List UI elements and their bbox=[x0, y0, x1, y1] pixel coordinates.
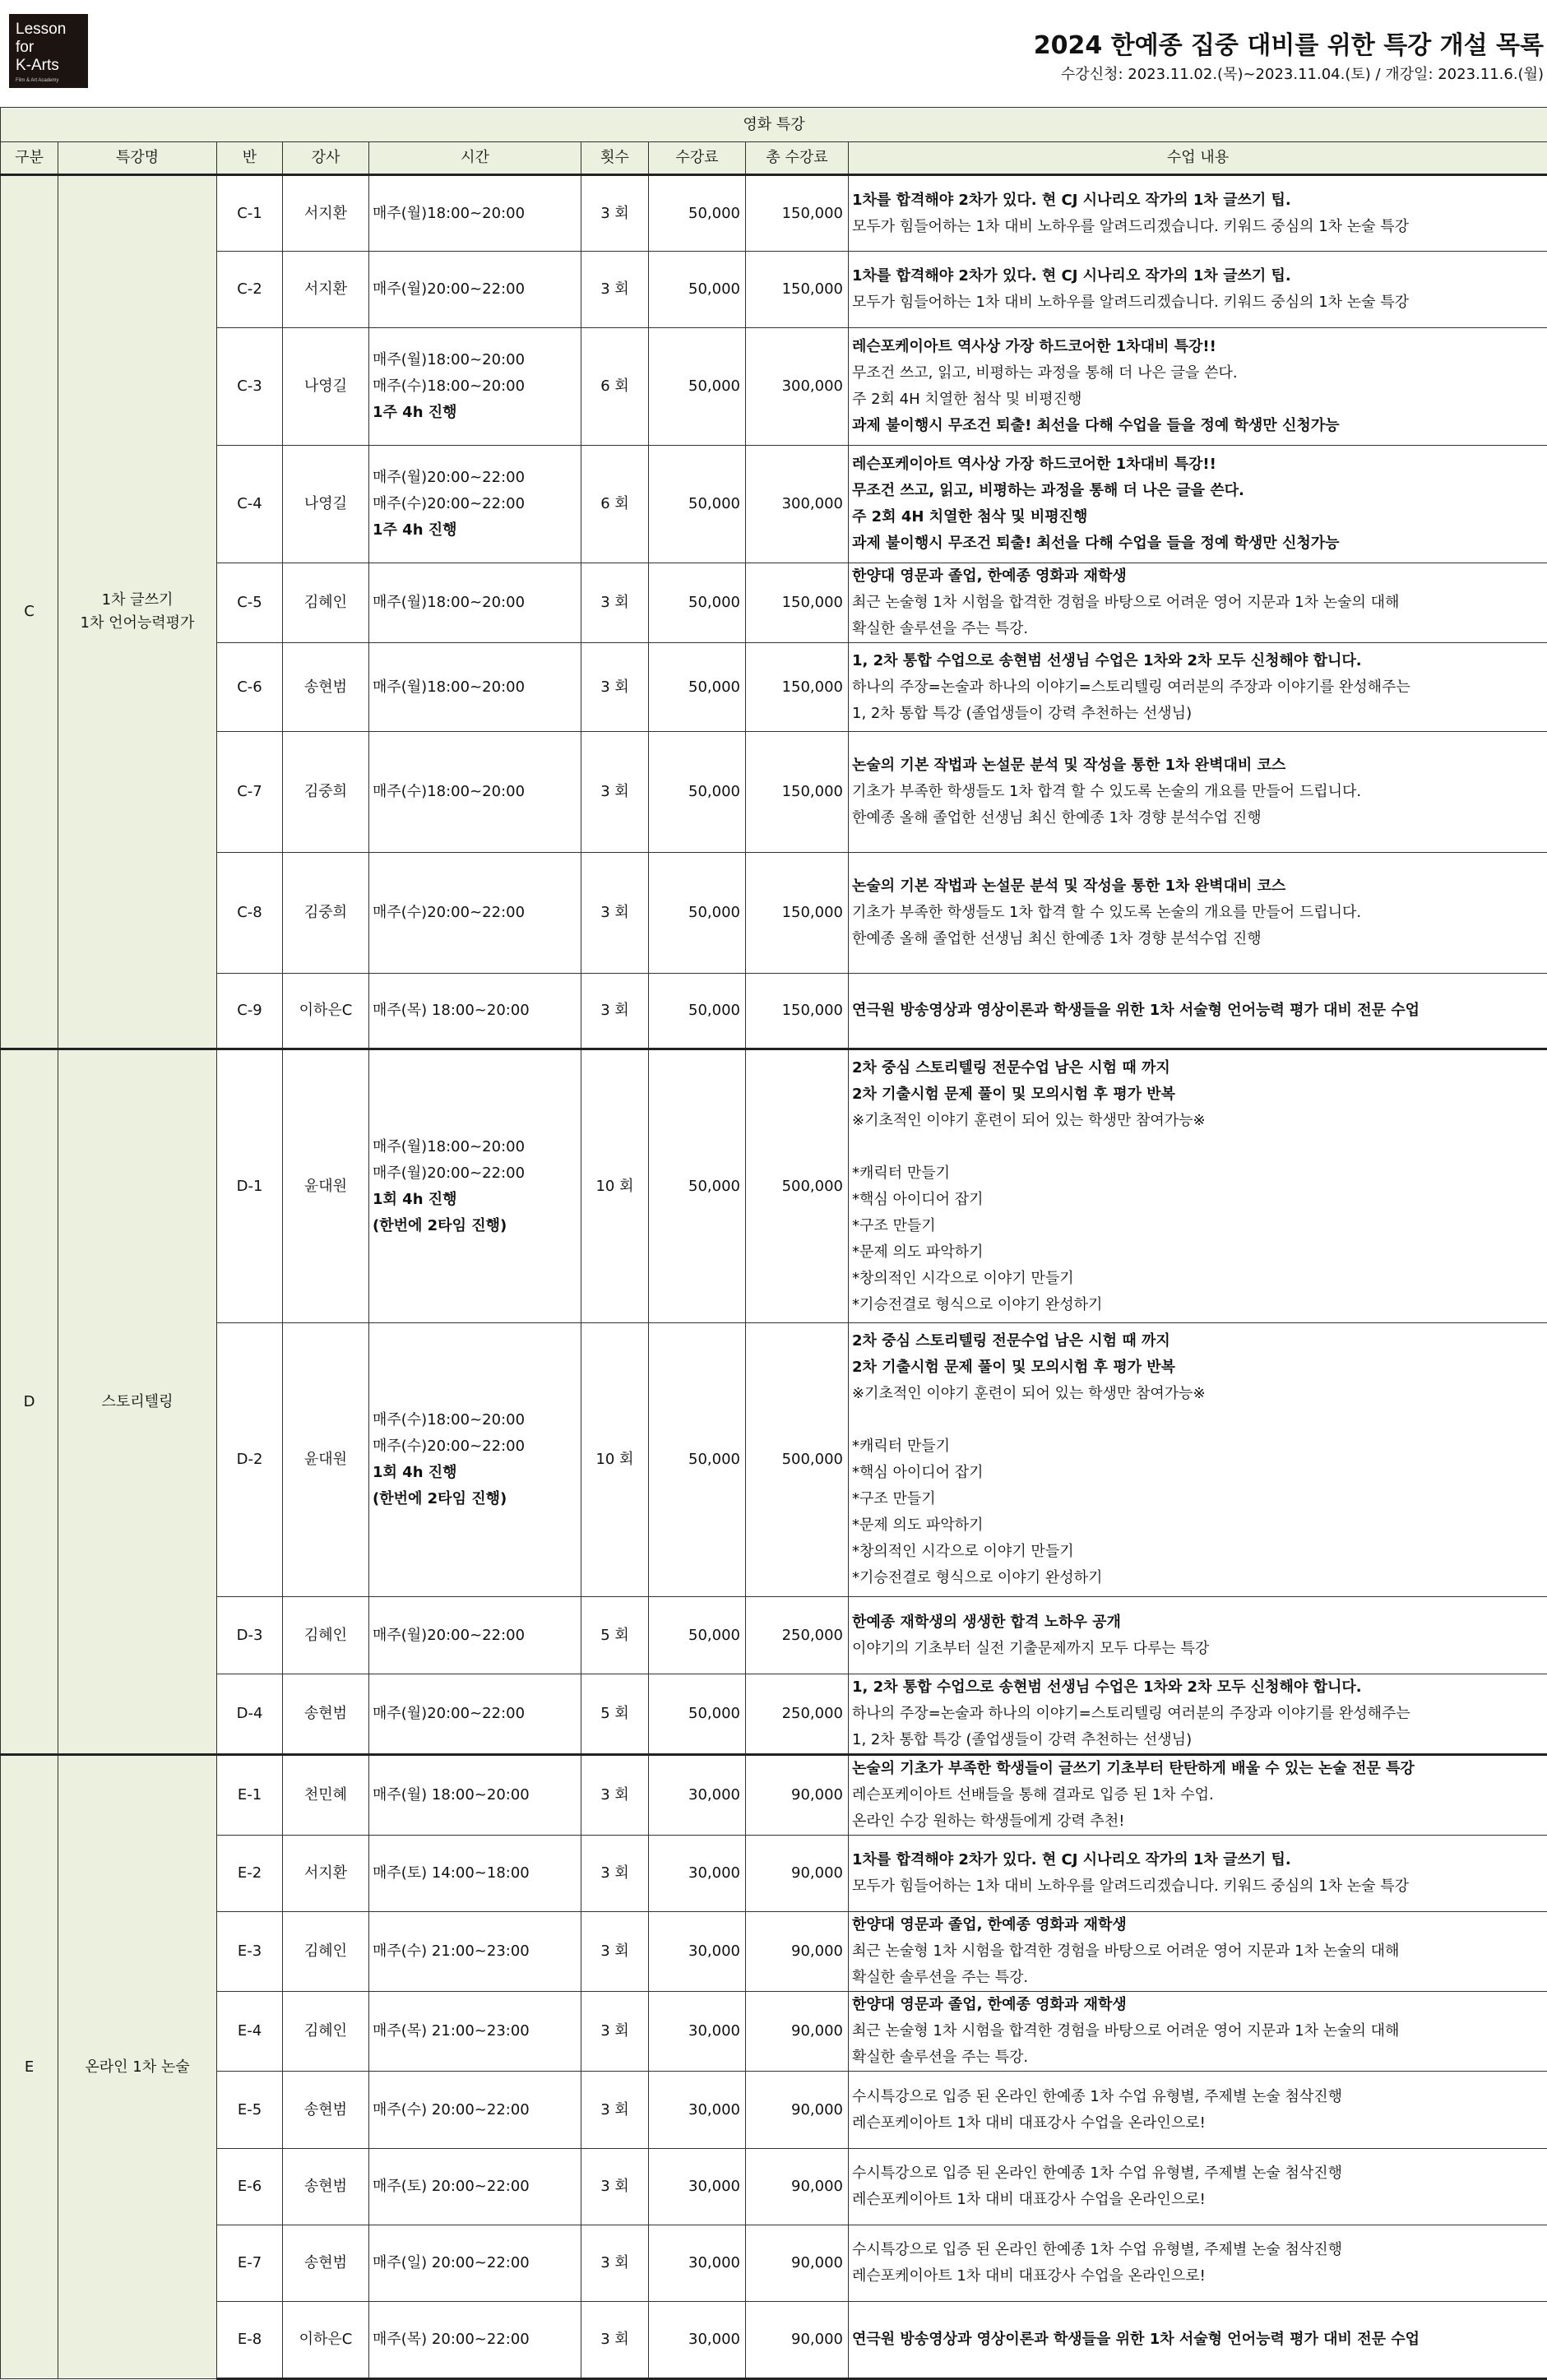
text-line: 한예종 재학생의 생생한 합격 노하우 공개 bbox=[852, 1609, 1545, 1636]
fee: 50,000 bbox=[649, 1597, 746, 1674]
text-line: 한예종 올해 졸업한 선생님 최신 한예종 1차 경향 분석수업 진행 bbox=[852, 926, 1545, 952]
schedule bbox=[369, 2225, 581, 2302]
table-row bbox=[1, 2225, 1547, 2302]
teacher-name: 김혜인 bbox=[283, 1912, 369, 1992]
text-line: 확실한 솔루션을 주는 특강. bbox=[852, 2044, 1545, 2071]
teacher-name: 송현범 bbox=[283, 2072, 369, 2149]
session-count: 5 회 bbox=[581, 1597, 649, 1674]
class-code: D-1 bbox=[217, 1049, 283, 1323]
schedule bbox=[369, 2149, 581, 2225]
fee: 30,000 bbox=[649, 2225, 746, 2302]
class-code: C-2 bbox=[217, 252, 283, 328]
text-line: 모두가 힘들어하는 1차 대비 노하우를 알려드리겠습니다. 키워드 중심의 1차 논술 특강 bbox=[852, 214, 1545, 240]
class-code: C-1 bbox=[217, 175, 283, 252]
text-line: 1회 4h 진행 bbox=[373, 1460, 581, 1486]
table-row bbox=[1, 328, 1547, 446]
class-code: C-8 bbox=[217, 853, 283, 974]
text-line: 레슨포케이아트 역사상 가장 하드코어한 1차대비 특강!! bbox=[852, 334, 1545, 360]
total-fee: 300,000 bbox=[746, 328, 849, 446]
column-header: 시간 bbox=[369, 142, 581, 175]
class-description bbox=[849, 732, 1547, 853]
fee: 30,000 bbox=[649, 2302, 746, 2379]
session-count: 3 회 bbox=[581, 2225, 649, 2302]
class-code: D-3 bbox=[217, 1597, 283, 1674]
schedule bbox=[369, 252, 581, 328]
text-line: 매주(수)18:00~20:00 bbox=[373, 373, 581, 400]
text-line: 매주(월)20:00~22:00 bbox=[373, 1160, 581, 1187]
text-line: 무조건 쓰고, 읽고, 비평하는 과정을 통해 더 나은 글을 쓴다. bbox=[852, 478, 1545, 504]
text-line bbox=[852, 1407, 1545, 1433]
text-line: 매주(월)20:00~22:00 bbox=[373, 276, 581, 303]
teacher-name: 서지환 bbox=[283, 1836, 369, 1912]
table-row bbox=[1, 2302, 1547, 2379]
text-line: 매주(수) 20:00~22:00 bbox=[373, 2097, 581, 2123]
fee: 50,000 bbox=[649, 974, 746, 1049]
table-row bbox=[1, 1323, 1547, 1597]
class-code: E-5 bbox=[217, 2072, 283, 2149]
table-row bbox=[1, 1912, 1547, 1992]
table-row bbox=[1, 2072, 1547, 2149]
text-line: 1차를 합격해야 2차가 있다. 현 CJ 시나리오 작가의 1차 글쓰기 팁. bbox=[852, 263, 1545, 289]
text-line: *문제 의도 파악하기 bbox=[852, 1512, 1545, 1539]
table-row bbox=[1, 1992, 1547, 2072]
total-fee: 500,000 bbox=[746, 1323, 849, 1597]
text-line: *캐릭터 만들기 bbox=[852, 1160, 1545, 1187]
fee: 50,000 bbox=[649, 328, 746, 446]
text-line: 모두가 힘들어하는 1차 대비 노하우를 알려드리겠습니다. 키워드 중심의 1차 논술 특강 bbox=[852, 1873, 1545, 1900]
teacher-name: 윤대원 bbox=[283, 1049, 369, 1323]
text-line: 수시특강으로 입증 된 온라인 한예종 1차 수업 유형별, 주제별 논술 첨삭진행 bbox=[852, 2237, 1545, 2263]
schedule bbox=[369, 974, 581, 1049]
course-table-body bbox=[1, 175, 1547, 2379]
fee: 30,000 bbox=[649, 1992, 746, 2072]
text-line: 연극원 방송영상과 영상이론과 학생들을 위한 1차 서술형 언어능력 평가 대비 전문 수업 bbox=[852, 2327, 1545, 2353]
text-line: 주 2회 4H 치열한 첨삭 및 비평진행 bbox=[852, 504, 1545, 530]
column-header: 강사 bbox=[283, 142, 369, 175]
teacher-name: 송현범 bbox=[283, 2225, 369, 2302]
table-row bbox=[1, 1049, 1547, 1323]
session-count: 3 회 bbox=[581, 1992, 649, 2072]
schedule bbox=[369, 175, 581, 252]
total-fee: 90,000 bbox=[746, 1912, 849, 1992]
course-name-line: 온라인 1차 논술 bbox=[58, 2056, 216, 2079]
table-row bbox=[1, 175, 1547, 252]
class-code: C-7 bbox=[217, 732, 283, 853]
fee: 50,000 bbox=[649, 1323, 746, 1597]
class-description bbox=[849, 1674, 1547, 1755]
text-line: 매주(목) 18:00~20:00 bbox=[373, 998, 581, 1024]
class-description bbox=[849, 2225, 1547, 2302]
class-code: E-8 bbox=[217, 2302, 283, 2379]
text-line: (한번에 2타임 진행) bbox=[373, 1486, 581, 1512]
text-line: 1주 4h 진행 bbox=[373, 517, 581, 544]
document-header bbox=[0, 0, 1547, 105]
schedule bbox=[369, 563, 581, 643]
column-header: 수업 내용 bbox=[849, 142, 1547, 175]
session-count: 3 회 bbox=[581, 974, 649, 1049]
teacher-name: 천민혜 bbox=[283, 1755, 369, 1836]
total-fee: 250,000 bbox=[746, 1597, 849, 1674]
class-description bbox=[849, 446, 1547, 563]
course-table bbox=[0, 107, 1547, 2380]
fee: 30,000 bbox=[649, 2072, 746, 2149]
class-description bbox=[849, 1912, 1547, 1992]
total-fee: 90,000 bbox=[746, 2302, 849, 2379]
teacher-name: 이하은C bbox=[283, 2302, 369, 2379]
session-count: 3 회 bbox=[581, 732, 649, 853]
text-line: 매주(월)18:00~20:00 bbox=[373, 347, 581, 373]
schedule bbox=[369, 853, 581, 974]
session-count: 3 회 bbox=[581, 643, 649, 732]
schedule bbox=[369, 643, 581, 732]
schedule bbox=[369, 1597, 581, 1674]
logo-line: for bbox=[16, 39, 81, 57]
teacher-name: 서지환 bbox=[283, 252, 369, 328]
text-line: ※기초적인 이야기 훈련이 되어 있는 학생만 참여가능※ bbox=[852, 1108, 1545, 1134]
teacher-name: 서지환 bbox=[283, 175, 369, 252]
class-code: C-5 bbox=[217, 563, 283, 643]
text-line bbox=[852, 1134, 1545, 1160]
text-line: 1주 4h 진행 bbox=[373, 400, 581, 426]
teacher-name: 이하은C bbox=[283, 974, 369, 1049]
text-line: 논술의 기본 작법과 논설문 분석 및 작성을 통한 1차 완벽대비 코스 bbox=[852, 873, 1545, 900]
text-line: *창의적인 시각으로 이야기 만들기 bbox=[852, 1266, 1545, 1292]
text-line: 매주(수) 21:00~23:00 bbox=[373, 1938, 581, 1965]
text-line: *구조 만들기 bbox=[852, 1213, 1545, 1239]
text-line: 1, 2차 통합 수업으로 송현범 선생님 수업은 1차와 2차 모두 신청해야 합니다. bbox=[852, 1674, 1545, 1701]
text-line: 매주(토) 14:00~18:00 bbox=[373, 1860, 581, 1887]
table-row bbox=[1, 1836, 1547, 1912]
class-description bbox=[849, 1323, 1547, 1597]
schedule bbox=[369, 732, 581, 853]
schedule bbox=[369, 328, 581, 446]
text-line: ※기초적인 이야기 훈련이 되어 있는 학생만 참여가능※ bbox=[852, 1381, 1545, 1407]
class-description bbox=[849, 1992, 1547, 2072]
teacher-name: 김혜인 bbox=[283, 1597, 369, 1674]
teacher-name: 김혜인 bbox=[283, 563, 369, 643]
class-description bbox=[849, 974, 1547, 1049]
text-line: 2차 중심 스토리텔링 전문수업 남은 시험 때 까지 bbox=[852, 1328, 1545, 1354]
text-line: 매주(월)20:00~22:00 bbox=[373, 465, 581, 491]
class-description bbox=[849, 2072, 1547, 2149]
session-count: 3 회 bbox=[581, 853, 649, 974]
class-description bbox=[849, 643, 1547, 732]
class-code: D-2 bbox=[217, 1323, 283, 1597]
text-line: 레슨포케이아트 1차 대비 대표강사 수업을 온라인으로! bbox=[852, 2187, 1545, 2213]
text-line: 논술의 기본 작법과 논설문 분석 및 작성을 통한 1차 완벽대비 코스 bbox=[852, 752, 1545, 779]
column-header: 수강료 bbox=[649, 142, 746, 175]
fee: 30,000 bbox=[649, 1755, 746, 1836]
total-fee: 90,000 bbox=[746, 2225, 849, 2302]
text-line: 레슨포케이아트 역사상 가장 하드코어한 1차대비 특강!! bbox=[852, 451, 1545, 478]
text-line: 매주(수)20:00~22:00 bbox=[373, 900, 581, 926]
text-line: *구조 만들기 bbox=[852, 1486, 1545, 1512]
session-count: 3 회 bbox=[581, 563, 649, 643]
course-name bbox=[58, 175, 217, 1049]
text-line: 매주(수)18:00~20:00 bbox=[373, 1407, 581, 1433]
text-line: 주 2회 4H 치열한 첨삭 및 비평진행 bbox=[852, 387, 1545, 413]
text-line: 1차를 합격해야 2차가 있다. 현 CJ 시나리오 작가의 1차 글쓰기 팁. bbox=[852, 188, 1545, 214]
text-line: 한예종 올해 졸업한 선생님 최신 한예종 1차 경향 분석수업 진행 bbox=[852, 805, 1545, 831]
document-title: 2024 한예종 집중 대비를 위한 특강 개설 목록 bbox=[1034, 25, 1544, 61]
schedule bbox=[369, 2302, 581, 2379]
table-row bbox=[1, 252, 1547, 328]
text-line: 매주(월) 18:00~20:00 bbox=[373, 1782, 581, 1808]
class-description bbox=[849, 2149, 1547, 2225]
total-fee: 250,000 bbox=[746, 1674, 849, 1755]
text-line: 확실한 솔루션을 주는 특강. bbox=[852, 616, 1545, 642]
class-description bbox=[849, 2302, 1547, 2379]
course-name-line: 1차 글쓰기 bbox=[58, 589, 216, 612]
table-row bbox=[1, 1597, 1547, 1674]
teacher-name: 김혜인 bbox=[283, 1992, 369, 2072]
schedule bbox=[369, 1912, 581, 1992]
section-code: E bbox=[1, 1755, 58, 2379]
text-line: *문제 의도 파악하기 bbox=[852, 1239, 1545, 1266]
total-fee: 150,000 bbox=[746, 643, 849, 732]
session-count: 3 회 bbox=[581, 2149, 649, 2225]
text-line: 온라인 수강 원하는 학생들에게 강력 추천! bbox=[852, 1808, 1545, 1835]
schedule bbox=[369, 446, 581, 563]
column-header: 구분 bbox=[1, 142, 58, 175]
text-line: 1, 2차 통합 특강 (졸업생들이 강력 추천하는 선생님) bbox=[852, 1727, 1545, 1753]
teacher-name: 송현범 bbox=[283, 2149, 369, 2225]
text-line: 무조건 쓰고, 읽고, 비평하는 과정을 통해 더 나은 글을 쓴다. bbox=[852, 360, 1545, 387]
course-name-line: 스토리텔링 bbox=[58, 1391, 216, 1414]
fee: 50,000 bbox=[649, 1049, 746, 1323]
text-line: 수시특강으로 입증 된 온라인 한예종 1차 수업 유형별, 주제별 논술 첨삭진행 bbox=[852, 2084, 1545, 2110]
total-fee: 150,000 bbox=[746, 853, 849, 974]
text-line: 레슨포케이아트 1차 대비 대표강사 수업을 온라인으로! bbox=[852, 2110, 1545, 2137]
session-count: 6 회 bbox=[581, 328, 649, 446]
schedule bbox=[369, 1755, 581, 1836]
text-line: 하나의 주장=논술과 하나의 이야기=스토리텔링 여러분의 주장과 이야기를 완성해주는 bbox=[852, 674, 1545, 701]
section-code: C bbox=[1, 175, 58, 1049]
text-line: 기초가 부족한 학생들도 1차 합격 할 수 있도록 논술의 개요를 만들어 드립니다. bbox=[852, 779, 1545, 805]
class-code: C-3 bbox=[217, 328, 283, 446]
text-line: 확실한 솔루션을 주는 특강. bbox=[852, 1965, 1545, 1991]
class-code: E-4 bbox=[217, 1992, 283, 2072]
total-fee: 150,000 bbox=[746, 974, 849, 1049]
class-code: D-4 bbox=[217, 1674, 283, 1755]
text-line: 하나의 주장=논술과 하나의 이야기=스토리텔링 여러분의 주장과 이야기를 완성해주는 bbox=[852, 1701, 1545, 1727]
text-line: 매주(일) 20:00~22:00 bbox=[373, 2250, 581, 2276]
table-row bbox=[1, 974, 1547, 1049]
text-line: *기승전결로 형식으로 이야기 완성하기 bbox=[852, 1565, 1545, 1591]
column-header: 총 수강료 bbox=[746, 142, 849, 175]
text-line: 연극원 방송영상과 영상이론과 학생들을 위한 1차 서술형 언어능력 평가 대비 전문 수업 bbox=[852, 998, 1545, 1024]
schedule bbox=[369, 1323, 581, 1597]
banner-title: 영화 특강 bbox=[1, 108, 1547, 142]
fee: 50,000 bbox=[649, 1674, 746, 1755]
class-description bbox=[849, 1597, 1547, 1674]
fee: 50,000 bbox=[649, 252, 746, 328]
teacher-name: 김중희 bbox=[283, 732, 369, 853]
class-code: E-6 bbox=[217, 2149, 283, 2225]
teacher-name: 송현범 bbox=[283, 643, 369, 732]
text-line: 2차 기출시험 문제 풀이 및 모의시험 후 평가 반복 bbox=[852, 1354, 1545, 1381]
class-code: E-2 bbox=[217, 1836, 283, 1912]
session-count: 6 회 bbox=[581, 446, 649, 563]
text-line: 최근 논술형 1차 시험을 합격한 경험을 바탕으로 어려운 영어 지문과 1차 논술의 대해 bbox=[852, 1938, 1545, 1965]
table-row bbox=[1, 1674, 1547, 1755]
total-fee: 90,000 bbox=[746, 1992, 849, 2072]
column-header: 특강명 bbox=[58, 142, 217, 175]
class-description bbox=[849, 853, 1547, 974]
total-fee: 90,000 bbox=[746, 1755, 849, 1836]
text-line: 1, 2차 통합 특강 (졸업생들이 강력 추천하는 선생님) bbox=[852, 701, 1545, 727]
session-count: 10 회 bbox=[581, 1323, 649, 1597]
text-line: 최근 논술형 1차 시험을 합격한 경험을 바탕으로 어려운 영어 지문과 1차 논술의 대해 bbox=[852, 590, 1545, 616]
table-row bbox=[1, 446, 1547, 563]
teacher-name: 송현범 bbox=[283, 1674, 369, 1755]
total-fee: 150,000 bbox=[746, 563, 849, 643]
session-count: 3 회 bbox=[581, 1912, 649, 1992]
text-line: 매주(월)18:00~20:00 bbox=[373, 674, 581, 701]
text-line: 한양대 영문과 졸업, 한예종 영화과 재학생 bbox=[852, 1992, 1545, 2018]
total-fee: 500,000 bbox=[746, 1049, 849, 1323]
text-line: *창의적인 시각으로 이야기 만들기 bbox=[852, 1539, 1545, 1565]
logo-tagline: Film & Art Academy bbox=[16, 77, 81, 84]
class-description bbox=[849, 252, 1547, 328]
course-name bbox=[58, 1755, 217, 2379]
class-description bbox=[849, 1836, 1547, 1912]
total-fee: 90,000 bbox=[746, 2072, 849, 2149]
text-line: 매주(월)18:00~20:00 bbox=[373, 590, 581, 616]
text-line: 매주(수)20:00~22:00 bbox=[373, 491, 581, 517]
text-line: 최근 논술형 1차 시험을 합격한 경험을 바탕으로 어려운 영어 지문과 1차 논술의 대해 bbox=[852, 2018, 1545, 2044]
total-fee: 150,000 bbox=[746, 732, 849, 853]
text-line: 매주(수)18:00~20:00 bbox=[373, 779, 581, 805]
logo-line: K-Arts bbox=[16, 57, 81, 75]
class-code: E-1 bbox=[217, 1755, 283, 1836]
schedule bbox=[369, 1049, 581, 1323]
text-line: *핵심 아이디어 잡기 bbox=[852, 1460, 1545, 1486]
text-line: 과제 불이행시 무조건 퇴출! 최선을 다해 수업을 들을 정예 학생만 신청가능 bbox=[852, 413, 1545, 439]
session-count: 3 회 bbox=[581, 2302, 649, 2379]
schedule bbox=[369, 1836, 581, 1912]
text-line: 2차 중심 스토리텔링 전문수업 남은 시험 때 까지 bbox=[852, 1055, 1545, 1081]
class-description bbox=[849, 1755, 1547, 1836]
session-count: 3 회 bbox=[581, 1755, 649, 1836]
text-line: *핵심 아이디어 잡기 bbox=[852, 1187, 1545, 1213]
text-line: (한번에 2타임 진행) bbox=[373, 1213, 581, 1239]
course-name bbox=[58, 1049, 217, 1755]
total-fee: 150,000 bbox=[746, 252, 849, 328]
text-line: 매주(월)20:00~22:00 bbox=[373, 1701, 581, 1727]
text-line: 한양대 영문과 졸업, 한예종 영화과 재학생 bbox=[852, 563, 1545, 590]
text-line: 이야기의 기초부터 실전 기출문제까지 모두 다루는 특강 bbox=[852, 1636, 1545, 1662]
total-fee: 150,000 bbox=[746, 175, 849, 252]
class-description bbox=[849, 563, 1547, 643]
class-code: E-3 bbox=[217, 1912, 283, 1992]
session-count: 3 회 bbox=[581, 2072, 649, 2149]
class-code: C-9 bbox=[217, 974, 283, 1049]
text-line: 논술의 기초가 부족한 학생들이 글쓰기 기초부터 탄탄하게 배울 수 있는 논술 전문 특강 bbox=[852, 1756, 1545, 1782]
text-line: 1회 4h 진행 bbox=[373, 1187, 581, 1213]
class-description bbox=[849, 1049, 1547, 1323]
text-line: 2차 기출시험 문제 풀이 및 모의시험 후 평가 반복 bbox=[852, 1081, 1545, 1108]
teacher-name: 윤대원 bbox=[283, 1323, 369, 1597]
teacher-name: 김중희 bbox=[283, 853, 369, 974]
text-line: 1, 2차 통합 수업으로 송현범 선생님 수업은 1차와 2차 모두 신청해야 합니다. bbox=[852, 648, 1545, 674]
session-count: 3 회 bbox=[581, 175, 649, 252]
table-row bbox=[1, 732, 1547, 853]
text-line: 매주(월)18:00~20:00 bbox=[373, 201, 581, 227]
session-count: 3 회 bbox=[581, 252, 649, 328]
schedule bbox=[369, 2072, 581, 2149]
table-row bbox=[1, 563, 1547, 643]
logo-line: Lesson bbox=[16, 21, 81, 39]
table-row bbox=[1, 853, 1547, 974]
class-code: C-4 bbox=[217, 446, 283, 563]
text-line: 매주(월)20:00~22:00 bbox=[373, 1623, 581, 1649]
text-line: 매주(토) 20:00~22:00 bbox=[373, 2174, 581, 2200]
teacher-name: 나영길 bbox=[283, 328, 369, 446]
column-header: 횟수 bbox=[581, 142, 649, 175]
text-line: 매주(수)20:00~22:00 bbox=[373, 1433, 581, 1460]
session-count: 3 회 bbox=[581, 1836, 649, 1912]
teacher-name: 나영길 bbox=[283, 446, 369, 563]
text-line: 매주(목) 21:00~23:00 bbox=[373, 2018, 581, 2044]
fee: 50,000 bbox=[649, 643, 746, 732]
fee: 50,000 bbox=[649, 175, 746, 252]
text-line: 매주(목) 20:00~22:00 bbox=[373, 2327, 581, 2353]
fee: 30,000 bbox=[649, 1836, 746, 1912]
total-fee: 90,000 bbox=[746, 2149, 849, 2225]
class-description bbox=[849, 328, 1547, 446]
text-line: 레슨포케이아트 1차 대비 대표강사 수업을 온라인으로! bbox=[852, 2263, 1545, 2290]
text-line: *캐릭터 만들기 bbox=[852, 1433, 1545, 1460]
table-row bbox=[1, 643, 1547, 732]
academy-logo bbox=[9, 14, 88, 88]
fee: 50,000 bbox=[649, 563, 746, 643]
fee: 50,000 bbox=[649, 446, 746, 563]
class-code: C-6 bbox=[217, 643, 283, 732]
total-fee: 90,000 bbox=[746, 1836, 849, 1912]
text-line: *기승전결로 형식으로 이야기 완성하기 bbox=[852, 1292, 1545, 1318]
session-count: 10 회 bbox=[581, 1049, 649, 1323]
session-count: 5 회 bbox=[581, 1674, 649, 1755]
fee: 30,000 bbox=[649, 1912, 746, 1992]
fee: 30,000 bbox=[649, 2149, 746, 2225]
text-line: 1차를 합격해야 2차가 있다. 현 CJ 시나리오 작가의 1차 글쓰기 팁. bbox=[852, 1847, 1545, 1873]
table-row bbox=[1, 1755, 1547, 1836]
text-line: 기초가 부족한 학생들도 1차 합격 할 수 있도록 논술의 개요를 만들어 드립니다. bbox=[852, 900, 1545, 926]
fee: 50,000 bbox=[649, 853, 746, 974]
enrollment-dates: 수강신청: 2023.11.02.(목)~2023.11.04.(토) / 개강일: 2023.11.6.(월) bbox=[1061, 63, 1544, 84]
text-line: 한양대 영문과 졸업, 한예종 영화과 재학생 bbox=[852, 1912, 1545, 1938]
column-header: 반 bbox=[217, 142, 283, 175]
schedule bbox=[369, 1992, 581, 2072]
fee: 50,000 bbox=[649, 732, 746, 853]
total-fee: 300,000 bbox=[746, 446, 849, 563]
text-line: 모두가 힘들어하는 1차 대비 노하우를 알려드리겠습니다. 키워드 중심의 1차 논술 특강 bbox=[852, 289, 1545, 316]
class-description bbox=[849, 175, 1547, 252]
text-line: 매주(월)18:00~20:00 bbox=[373, 1134, 581, 1160]
text-line: 수시특강으로 입증 된 온라인 한예종 1차 수업 유형별, 주제별 논술 첨삭진행 bbox=[852, 2160, 1545, 2187]
section-code: D bbox=[1, 1049, 58, 1755]
text-line: 레슨포케이아트 선배들을 통해 결과로 입증 된 1차 수업. bbox=[852, 1782, 1545, 1808]
text-line: 과제 불이행시 무조건 퇴출! 최선을 다해 수업을 들을 정예 학생만 신청가능 bbox=[852, 530, 1545, 557]
course-name-line: 1차 언어능력평가 bbox=[58, 612, 216, 635]
table-row bbox=[1, 2149, 1547, 2225]
class-code: E-7 bbox=[217, 2225, 283, 2302]
schedule bbox=[369, 1674, 581, 1755]
